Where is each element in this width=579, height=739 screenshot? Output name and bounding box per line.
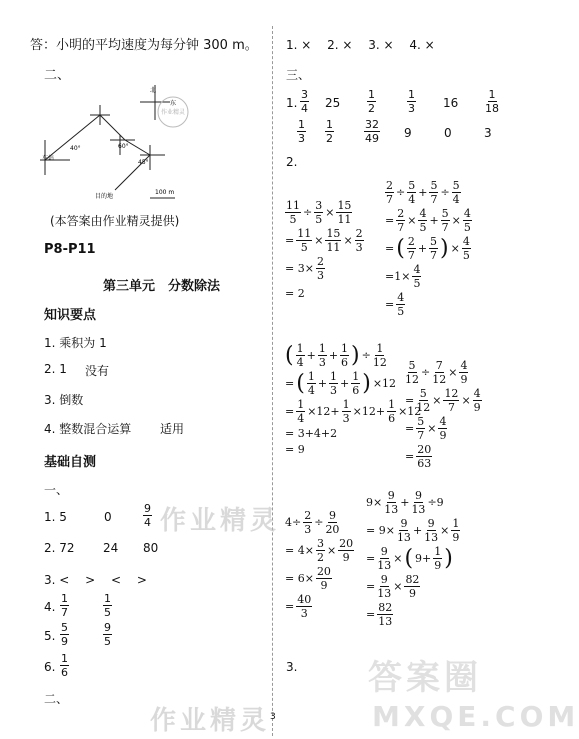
- knowledge-item-4: 4. 整数混合运算: [44, 422, 132, 436]
- scale-label: 100 m: [155, 189, 175, 196]
- row2-item-5: 0: [444, 126, 452, 140]
- angle-40-label: 40°: [70, 145, 81, 152]
- q2-answer-c: 80: [143, 541, 159, 555]
- knowledge-item-3: 3. 倒数: [44, 393, 84, 407]
- column-divider: [272, 26, 273, 736]
- east-label: 东: [170, 100, 177, 107]
- site-watermark: MXQE.COM: [372, 700, 579, 733]
- q4-fraction-b: $\frac{1}{5}$: [104, 592, 111, 619]
- row2-item-6: 3: [484, 126, 492, 140]
- q1-answer-b: 0: [104, 510, 112, 524]
- page-number: 3: [270, 712, 276, 722]
- answer-source-note: (本答案由作业精灵提供): [50, 214, 180, 228]
- q6-label: 6.: [44, 660, 56, 674]
- destination-label: 目的地: [95, 193, 114, 200]
- route-segment: [100, 115, 125, 140]
- watermark-bottom-left: 作业精灵: [150, 706, 271, 736]
- stamp-text: 作业精灵: [161, 109, 186, 116]
- q1-answer-a: 1. 5: [44, 510, 67, 524]
- angle-45-label: 45°: [138, 159, 149, 166]
- route-segment: [45, 115, 100, 160]
- q5-label: 5.: [44, 629, 56, 643]
- route-segment: [125, 140, 150, 155]
- knowledge-item-1: 1. 乘积为 1: [44, 336, 107, 350]
- row1-item-4: $\frac{1}{3}$: [408, 88, 415, 115]
- calc-e: 4÷ $\frac{2}{3}$ ÷ $\frac{9}{20}$ = 4× $\frac{3}{2}$ × $\frac{20}{9}$ = 6× $\frac{20}{9}$ = $\frac{40}{3}$: [285, 509, 354, 620]
- watermark-left: 作业精灵: [160, 506, 281, 536]
- part-2-label: 2.: [286, 155, 298, 169]
- part-3-label: 3.: [286, 660, 298, 674]
- calc-a: $\frac{11}{5}$ ÷ $\frac{3}{5}$ × $\frac{15}{11}$ = $\frac{11}{5}$ × $\frac{15}{11}$ × $\frac{2}{3}$ = 3× $\frac{2}{3}$ = 2: [285, 199, 363, 300]
- q4-label: 4.: [44, 600, 56, 614]
- row2-item-4: 9: [404, 126, 412, 140]
- calc-f: 9× $\frac{9}{13}$ + $\frac{9}{13}$ ÷9 = 9× $\frac{9}{13}$ + $\frac{9}{13}$ × $\frac{1}{9}$ = $\frac{9}{13}$ × ( 9+ $\frac{1}{9}$ ) = $\frac{9}{13}$ × $\frac{82}{9}$ = $\frac{82}{13}$: [366, 489, 460, 628]
- row1-item-3: $\frac{1}{2}$: [368, 88, 375, 115]
- part-two-heading: 二、: [44, 692, 69, 706]
- section-three-heading: 三、: [286, 68, 311, 82]
- row1-item-6: $\frac{1}{18}$: [485, 88, 499, 115]
- row2-item-3: $\frac{32}{49}$: [365, 118, 379, 145]
- north-label: 北: [150, 87, 157, 94]
- row1-item-5: 16: [443, 96, 459, 110]
- answer-line: 答：小明的平均速度为每分钟 300 m。: [30, 38, 258, 53]
- knowledge-item-2-number: 2. 1: [44, 362, 67, 376]
- angle-60-label: 60°: [118, 143, 129, 150]
- calc-b: $\frac{2}{7}$ ÷ $\frac{5}{4}$ + $\frac{5}{7}$ ÷ $\frac{5}{4}$ = $\frac{2}{7}$ × $\frac{4}{5}$ + $\frac{5}{7}$ × $\frac{4}{5}$ = ( $\frac{2}{7}$ + $\frac{5}{7}$ ) × $\frac{4}{5}$ =1× $\frac{4}{5}$ = $\frac{4}{5}$: [385, 179, 471, 318]
- knowledge-item-4-apply: 适用: [160, 422, 185, 436]
- calc-c: ( $\frac{1}{4}$ + $\frac{1}{3}$ + $\frac{1}{6}$ ) ÷ $\frac{1}{12}$ = ( $\frac{1}{4}$ + $\frac{1}{3}$ + $\frac{1}{6}$ ) ×12 = $\frac{1}{4}$ ×12+ $\frac{1}{3}$ ×12+ $\frac{1}{6}$ ×12 = 3+4+2 = 9: [285, 342, 422, 456]
- q4-fraction-a: $\frac{1}{7}$: [61, 592, 68, 619]
- brand-watermark: 答案圈: [368, 658, 482, 698]
- unit-title: 第三单元 分数除法: [103, 279, 221, 294]
- knowledge-heading: 知识要点: [44, 308, 97, 323]
- section-two-heading: 二、: [44, 68, 71, 83]
- q5-fraction-b: $\frac{9}{5}$: [104, 621, 111, 648]
- q2-answer-b: 24: [103, 541, 119, 555]
- q6-fraction-a: $\frac{1}{6}$: [61, 652, 68, 679]
- q3-answer: 3. < > < >: [44, 573, 147, 587]
- page-range: P8-P11: [44, 242, 96, 257]
- judgement-answers: 1. × 2. × 3. × 4. ×: [286, 38, 435, 52]
- route-map-diagram: [40, 80, 190, 205]
- q2-answer-a: 2. 72: [44, 541, 75, 555]
- row1-item-1: $\frac{3}{4}$: [301, 88, 308, 115]
- row2-item-2: $\frac{1}{2}$: [326, 118, 333, 145]
- row1-label: 1.: [286, 96, 298, 110]
- station-label: 车站: [42, 155, 55, 162]
- q1-answer-fraction: $\frac{9}{4}$: [144, 502, 151, 529]
- self-test-heading: 基础自测: [44, 455, 97, 470]
- part-one-heading: 一、: [44, 483, 69, 497]
- knowledge-item-2-text: 没有: [85, 364, 110, 378]
- row2-item-1: $\frac{1}{3}$: [298, 118, 305, 145]
- calc-d: $\frac{5}{12}$ ÷ $\frac{7}{12}$ × $\frac{4}{9}$ = $\frac{5}{12}$ × $\frac{12}{7}$ × $\frac{4}{9}$ = $\frac{5}{7}$ × $\frac{4}{9}$ = $\frac{20}{63}$: [405, 359, 481, 470]
- q5-fraction-a: $\frac{5}{9}$: [61, 621, 68, 648]
- row1-item-2: 25: [325, 96, 341, 110]
